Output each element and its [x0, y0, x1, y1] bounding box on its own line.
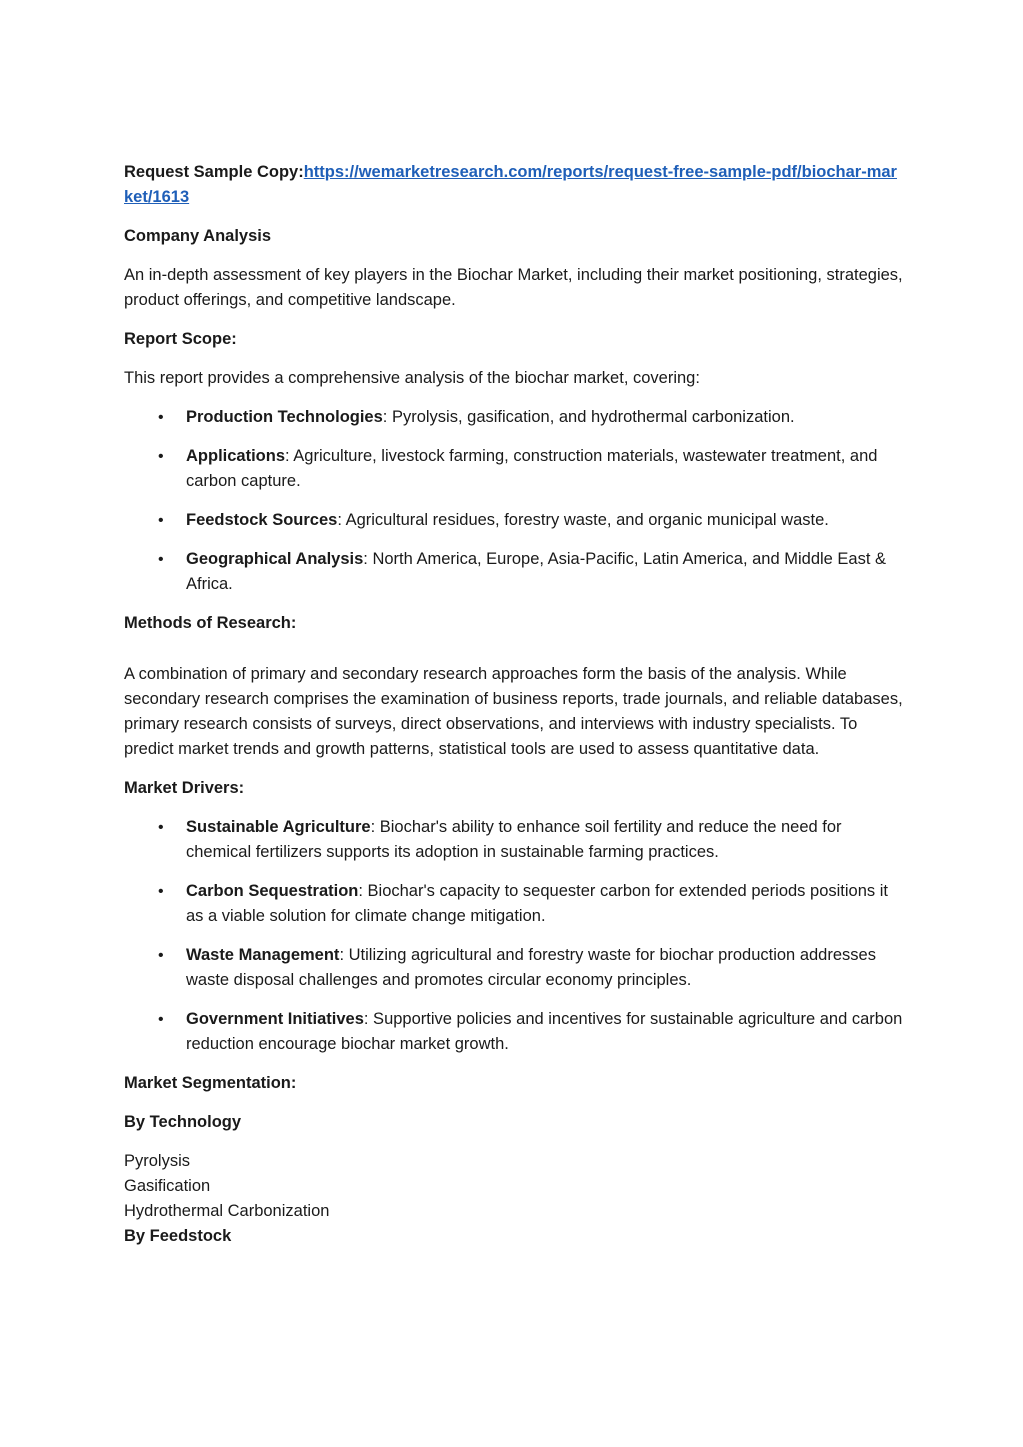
list-item-term: Sustainable Agriculture [186, 818, 371, 836]
list-item-desc: : North America, Europe, Asia-Pacific, Latin America, and Middle East & Africa. [186, 550, 887, 593]
list-item: Pyrolysis [124, 1152, 191, 1170]
list-item-desc: : Utilizing agricultural and forestry waste for biochar production addresses waste disposal challenges and promotes circular economy principles. [186, 946, 876, 989]
bullet-icon: • [158, 947, 164, 964]
list-item-desc: : Supportive policies and incentives for sustainable agriculture and carbon reduction encourage biochar market growth. [186, 1010, 903, 1053]
list-item-term: Carbon Sequestration [186, 882, 359, 900]
company-analysis-text: An in-depth assessment of key players in the Biochar Market, including their market positioning, strategies, product offerings, and competitive landscape. [124, 266, 903, 309]
list-item [124, 943, 904, 993]
list-item [124, 405, 904, 430]
list-item [124, 508, 904, 533]
list-item-term: Geographical Analysis [186, 550, 364, 568]
bullet-icon: • [158, 512, 164, 529]
list-item [124, 879, 904, 929]
list-item [124, 1007, 904, 1057]
sample-request-line [124, 160, 904, 210]
list-item [124, 547, 904, 597]
segmentation-heading: Market Segmentation: [124, 1074, 297, 1092]
list-item-term: Government Initiatives [186, 1010, 364, 1028]
company-analysis-heading: Company Analysis [124, 227, 272, 245]
bullet-icon: • [158, 1011, 164, 1028]
bullet-icon: • [158, 883, 164, 900]
list-item [124, 444, 904, 494]
by-technology-heading: By Technology [124, 1113, 242, 1131]
drivers-heading: Market Drivers: [124, 779, 245, 797]
sample-request-link[interactable]: https://wemarketresearch.com/reports/request-free-sample-pdf/biochar-market/1613 [124, 163, 897, 206]
list-item-term: Feedstock Sources [186, 511, 338, 529]
list-item-term: Waste Management [186, 946, 340, 964]
list-item-desc: : Agriculture, livestock farming, construction materials, wastewater treatment, and carbon capture. [186, 447, 878, 490]
bullet-icon: • [158, 448, 164, 465]
by-feedstock-heading: By Feedstock [124, 1227, 232, 1245]
list-item-desc: : Pyrolysis, gasification, and hydrothermal carbonization. [382, 408, 795, 426]
list-item-desc: : Agricultural residues, forestry waste, and organic municipal waste. [337, 511, 829, 529]
bullet-icon: • [158, 409, 164, 426]
list-item-desc: : Biochar's ability to enhance soil fertility and reduce the need for chemical fertilizers supports its adoption in sustainable farming practices. [186, 818, 842, 861]
sample-request-label: Request Sample Copy: [124, 163, 304, 181]
list-item: Hydrothermal Carbonization [124, 1202, 330, 1220]
document-page [124, 160, 904, 1249]
list-item: Gasification [124, 1177, 211, 1195]
report-scope-intro: This report provides a comprehensive analysis of the biochar market, covering: [124, 369, 700, 387]
methods-heading: Methods of Research: [124, 614, 297, 632]
list-item-term: Applications [186, 447, 286, 465]
technology-list [124, 1149, 904, 1249]
report-scope-heading: Report Scope: [124, 330, 237, 348]
methods-text: A combination of primary and secondary research approaches form the basis of the analysis. While secondary research comprises the examination of business reports, trade journals, and reliable databases, primary research consists of surveys, direct observations, and interviews with industry specialists. To predict market trends and growth patterns, statistical tools are used to assess quantitative data. [124, 665, 903, 758]
list-item-term: Production Technologies [186, 408, 383, 426]
bullet-icon: • [158, 819, 164, 836]
drivers-list [124, 815, 904, 1057]
bullet-icon: • [158, 551, 164, 568]
report-scope-list [124, 405, 904, 597]
list-item [124, 815, 904, 865]
list-item-desc: : Biochar's capacity to sequester carbon for extended periods positions it as a viable solution for climate change mitigation. [186, 882, 888, 925]
